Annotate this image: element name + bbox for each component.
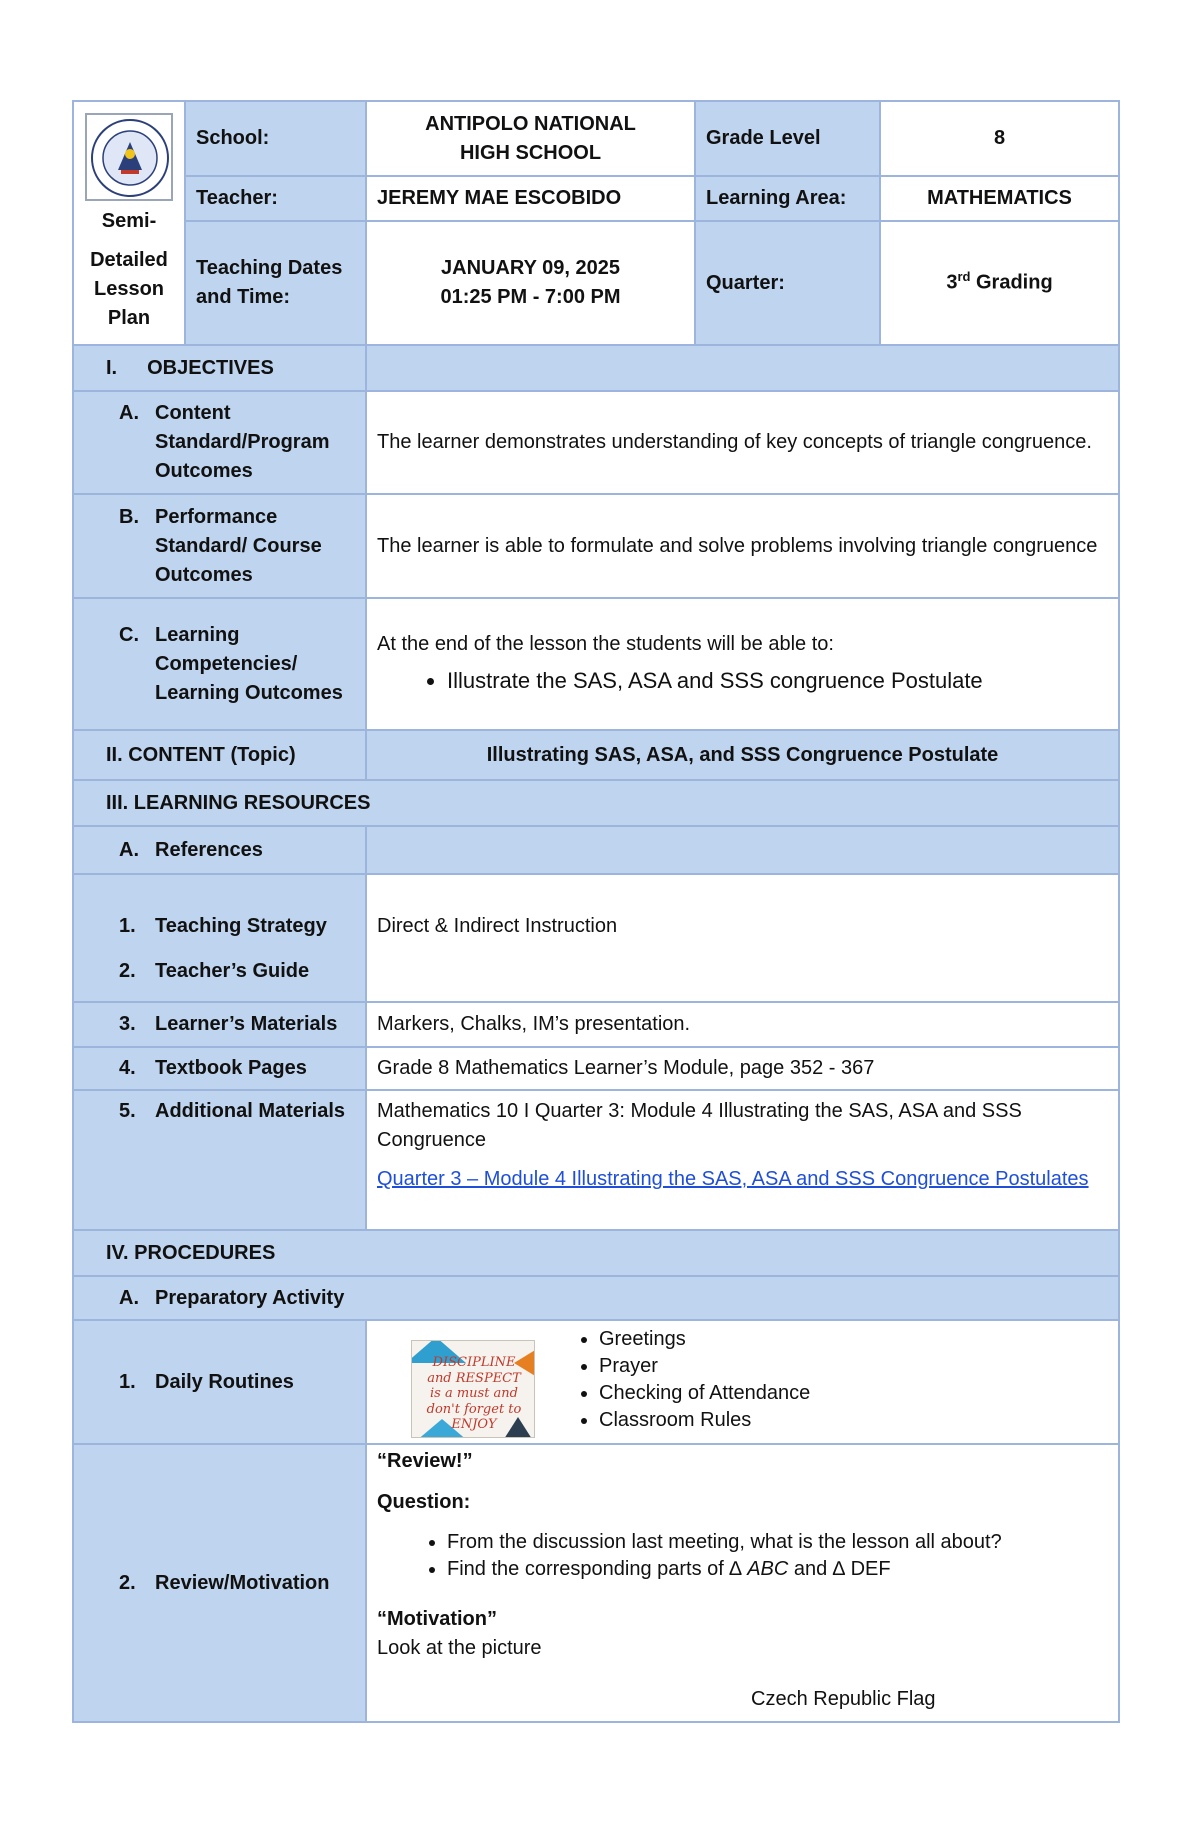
lesson-plan-table bbox=[72, 100, 1120, 1723]
competencies-value: At the end of the lesson the students will be able to: • Illustrate the SAS, ASA and SSS congruence Postulate bbox=[366, 598, 1119, 730]
additional-materials-label: 5. Additional Materials bbox=[73, 1090, 366, 1230]
dates-value: JANUARY 09, 2025 01:25 PM - 7:00 PM bbox=[366, 221, 695, 345]
references-blank bbox=[366, 826, 1119, 874]
content-topic-value: Illustrating SAS, ASA, and SSS Congruence Postulate bbox=[366, 730, 1119, 780]
deped-seal-icon bbox=[85, 113, 173, 201]
list-item: • Find the corresponding parts of ∆ ABC and ∆ DEF bbox=[447, 1556, 1108, 1583]
content-standard-label: A. Content Standard/Program Outcomes bbox=[73, 391, 366, 494]
competencies-list bbox=[377, 665, 1108, 697]
grade-level-label: Grade Level bbox=[695, 101, 880, 176]
poster-text: DISCIPLINE and RESPECT is a must and don't forget to ENJOY bbox=[426, 1355, 522, 1433]
content-standard-value: The learner demonstrates understanding of key concepts of triangle congruence. bbox=[366, 391, 1119, 494]
motivation-text: Look at the picture bbox=[377, 1637, 542, 1659]
review-title: “Review!” bbox=[377, 1450, 473, 1472]
review-motivation-value bbox=[366, 1444, 1119, 1722]
quarter-value: 3rd Grading bbox=[880, 221, 1119, 345]
objectives-heading-blank bbox=[366, 345, 1119, 391]
grade-level-value: 8 bbox=[880, 101, 1119, 176]
quarter-label: Quarter: bbox=[695, 221, 880, 345]
list-item: • Classroom Rules bbox=[599, 1407, 810, 1434]
list-item: • Illustrate the SAS, ASA and SSS congruence Postulate bbox=[447, 665, 1108, 697]
competencies-label: C. Learning Competencies/ Learning Outcomes bbox=[73, 598, 366, 730]
module-link[interactable]: Quarter 3 – Module 4 Illustrating the SAS, ASA and SSS Congruence Postulates bbox=[377, 1168, 1089, 1190]
additional-materials-value: Mathematics 10 I Quarter 3: Module 4 Illustrating the SAS, ASA and SSS Congruence Quarter 3 – Module 4 Illustrating the SAS, ASA and SSS Congruence Postulates bbox=[366, 1090, 1119, 1230]
performance-standard-value: The learner is able to formulate and solve problems involving triangle congruence bbox=[366, 494, 1119, 598]
content-topic-label: II. CONTENT (Topic) bbox=[73, 730, 366, 780]
list-item: • Checking of Attendance bbox=[599, 1380, 810, 1407]
picture-caption: Czech Republic Flag bbox=[751, 1688, 936, 1710]
textbook-pages-label: 4. Textbook Pages bbox=[73, 1047, 366, 1090]
school-value: ANTIPOLO NATIONAL HIGH SCHOOL bbox=[366, 101, 695, 176]
objectives-heading: I. OBJECTIVES bbox=[73, 345, 366, 391]
routines-list bbox=[569, 1326, 810, 1434]
procedures-heading: IV. PROCEDURES bbox=[73, 1230, 1119, 1276]
list-item: • Prayer bbox=[599, 1353, 810, 1380]
performance-standard-label: B. Performance Standard/ Course Outcomes bbox=[73, 494, 366, 598]
list-item: • Greetings bbox=[599, 1326, 810, 1353]
dates-label: Teaching Dates and Time: bbox=[185, 221, 366, 345]
motivation-title: “Motivation” bbox=[377, 1608, 497, 1630]
logo-cell bbox=[73, 101, 185, 345]
question-label: Question: bbox=[377, 1491, 471, 1513]
learners-materials-label: 3. Learner’s Materials bbox=[73, 1002, 366, 1047]
questions-list bbox=[377, 1529, 1108, 1583]
list-item: • From the discussion last meeting, what is the lesson all about? bbox=[447, 1529, 1108, 1556]
learning-area-value: MATHEMATICS bbox=[880, 176, 1119, 221]
plan-type-label: Semi- Detailed Lesson Plan bbox=[90, 210, 168, 329]
learning-area-label: Learning Area: bbox=[695, 176, 880, 221]
textbook-pages-value: Grade 8 Mathematics Learner’s Module, page 352 - 367 bbox=[366, 1047, 1119, 1090]
learning-resources-heading: III. LEARNING RESOURCES bbox=[73, 780, 1119, 826]
school-label: School: bbox=[185, 101, 366, 176]
references-label: A. References bbox=[73, 826, 366, 874]
teaching-strategy-value: Direct & Indirect Instruction bbox=[366, 874, 1119, 1002]
teacher-label: Teacher: bbox=[185, 176, 366, 221]
teacher-value: JEREMY MAE ESCOBIDO bbox=[366, 176, 695, 221]
classroom-rules-poster bbox=[411, 1340, 535, 1438]
daily-routines-value bbox=[366, 1320, 1119, 1444]
review-motivation-label: 2. Review/Motivation bbox=[73, 1444, 366, 1722]
daily-routines-label: 1. Daily Routines bbox=[73, 1320, 366, 1444]
preparatory-activity-label: A. Preparatory Activity bbox=[73, 1276, 1119, 1320]
strategy-guide-label: 1. Teaching Strategy 2. Teacher’s Guide bbox=[73, 874, 366, 1002]
learners-materials-value: Markers, Chalks, IM’s presentation. bbox=[366, 1002, 1119, 1047]
